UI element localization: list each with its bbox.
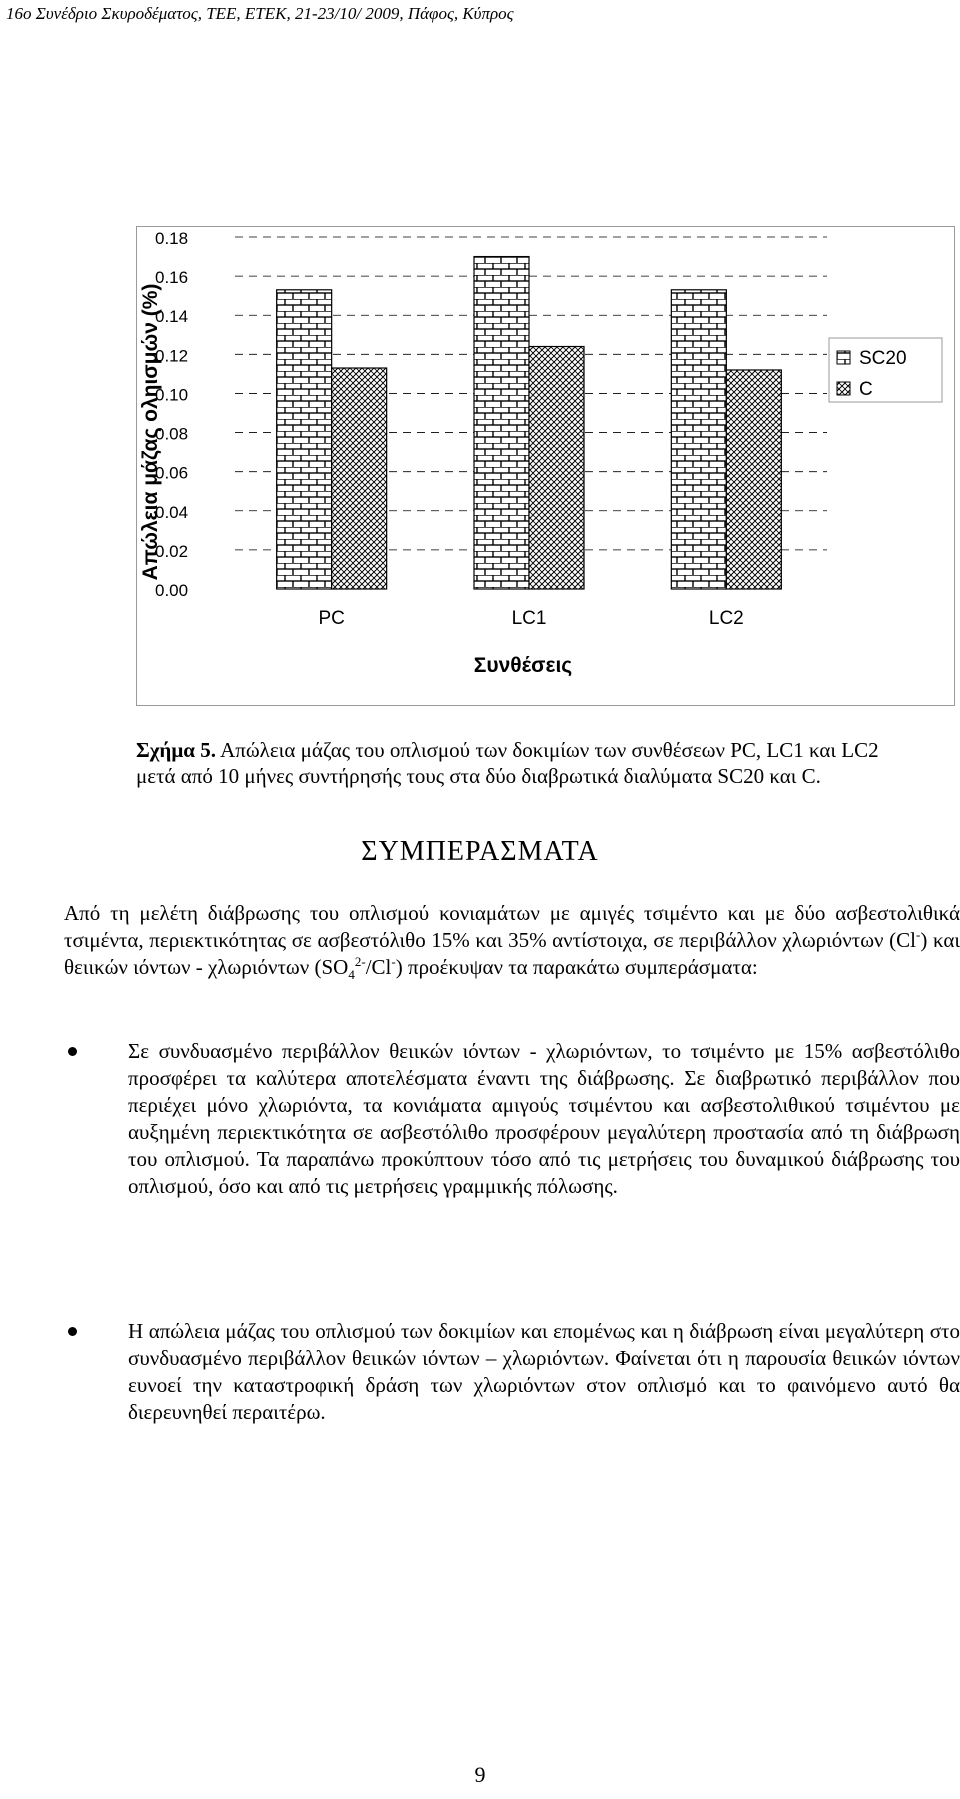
bar-c-lc1	[529, 347, 584, 589]
x-tick-label: LC1	[511, 608, 547, 629]
bar-sc20-lc1	[474, 257, 529, 589]
y-tick-label: 0.04	[155, 502, 189, 522]
y-tick-label: 0.14	[155, 307, 189, 327]
section-title: ΣΥΜΠΕΡΑΣΜΑΤΑ	[361, 836, 599, 867]
bar-c-lc2	[726, 370, 781, 589]
x-tick-label: PC	[318, 608, 345, 629]
y-tick-label: 0.12	[155, 346, 189, 366]
x-tick-label: LC2	[708, 608, 744, 629]
y-tick-label: 0.00	[155, 581, 189, 600]
legend-label: C	[859, 379, 873, 400]
conclusions-intro: Από τη μελέτη διάβρωσης του οπλισμού κονιαμάτων με αμιγές τσιμέντο και με δύο ασβεστολιθικά τσιμέντα, περιεκτικότητας σε ασβεστόλιθο 15% και 35% αντίστοιχα, σε περιβάλλον χλωριόντων (Cl-) και θειικών ιόντων - χλωριόντων $(SO_4^{2-}/Cl^-)$ προέκυψαν τα παρακάτω συμπεράσματα:	[64, 901, 960, 983]
page-number: 9	[474, 1762, 486, 1787]
x-axis-label: Συνθέσεις	[473, 654, 573, 677]
list-item-text: Η απώλεια μάζας του οπλισμού των δοκιμίων και επομένως και η διάβρωση είναι μεγαλύτερη στο συνδυασμένο περιβάλλον θειικών ιόντων – χλωριόντων. Φαίνεται ότι η παρουσία θειικών ιόντων ευνοεί την καταστροφική δράση των χλωριόντων στον οπλισμό και το φαινόμενο αυτό θα διερευνηθεί περαιτέρω.	[128, 1319, 960, 1424]
legend	[829, 338, 942, 402]
figure-frame	[136, 226, 955, 706]
bar-chart	[137, 227, 954, 705]
caption-line2: μετά από 10 μήνες συντήρησής τους στα δύο διαβρωτικά διαλύματα SC20 και C.	[136, 764, 821, 788]
figure-caption	[136, 737, 946, 789]
page-header: 16ο Συνέδριο Σκυροδέματος, ΤΕΕ, ΕΤΕΚ, 21-23/10/ 2009, Πάφος, Κύπρος	[6, 4, 514, 23]
bullet-icon	[68, 1327, 77, 1336]
bar-sc20-pc	[277, 290, 332, 589]
y-tick-label: 0.06	[155, 463, 189, 483]
bar-c-pc	[332, 368, 387, 589]
y-axis-label: Απώλεια μάζας οληισμών (%)	[139, 283, 162, 581]
caption-label: Σχήμα 5.	[136, 738, 216, 762]
legend-swatch-sc20	[837, 351, 850, 364]
y-tick-label: 0.18	[155, 229, 189, 248]
legend-swatch-c	[837, 382, 850, 395]
bar-sc20-lc2	[671, 290, 726, 589]
y-tick-label: 0.08	[155, 424, 189, 444]
bullet-icon	[68, 1047, 77, 1056]
y-tick-label: 0.16	[155, 268, 189, 288]
list-item-text: Σε συνδυασμένο περιβάλλον θειικών ιόντων - χλωριόντων, το τσιμέντο με 15% ασβεστόλιθο προσφέρει τα καλύτερα αποτελέσματα έναντι της διάβρωσης. Σε διαβρωτικό περιβάλλον που περιέχει μόνο χλωριόντα, τα κονιάματα αμιγούς τσιμέντου και ασβεστολιθικού τσιμέντου με αυξημένη περιεκτικότητα σε ασβεστόλιθο προσφέρουν μεγαλύτερη προστασία από τη διάβρωση του οπλισμού. Τα παραπάνω προκύπτουν τόσο από τις μετρήσεις του δυναμικού διάβρωσης του οπλισμού, όσο και από τις μετρήσεις γραμμικής πόλωσης.	[128, 1039, 960, 1198]
y-tick-label: 0.10	[155, 385, 189, 405]
y-tick-label: 0.02	[155, 541, 189, 561]
caption-line1: Απώλεια μάζας του οπλισμού των δοκιμίων των συνθέσεων PC, LC1 και LC2	[215, 738, 879, 762]
legend-label: SC20	[859, 348, 907, 369]
